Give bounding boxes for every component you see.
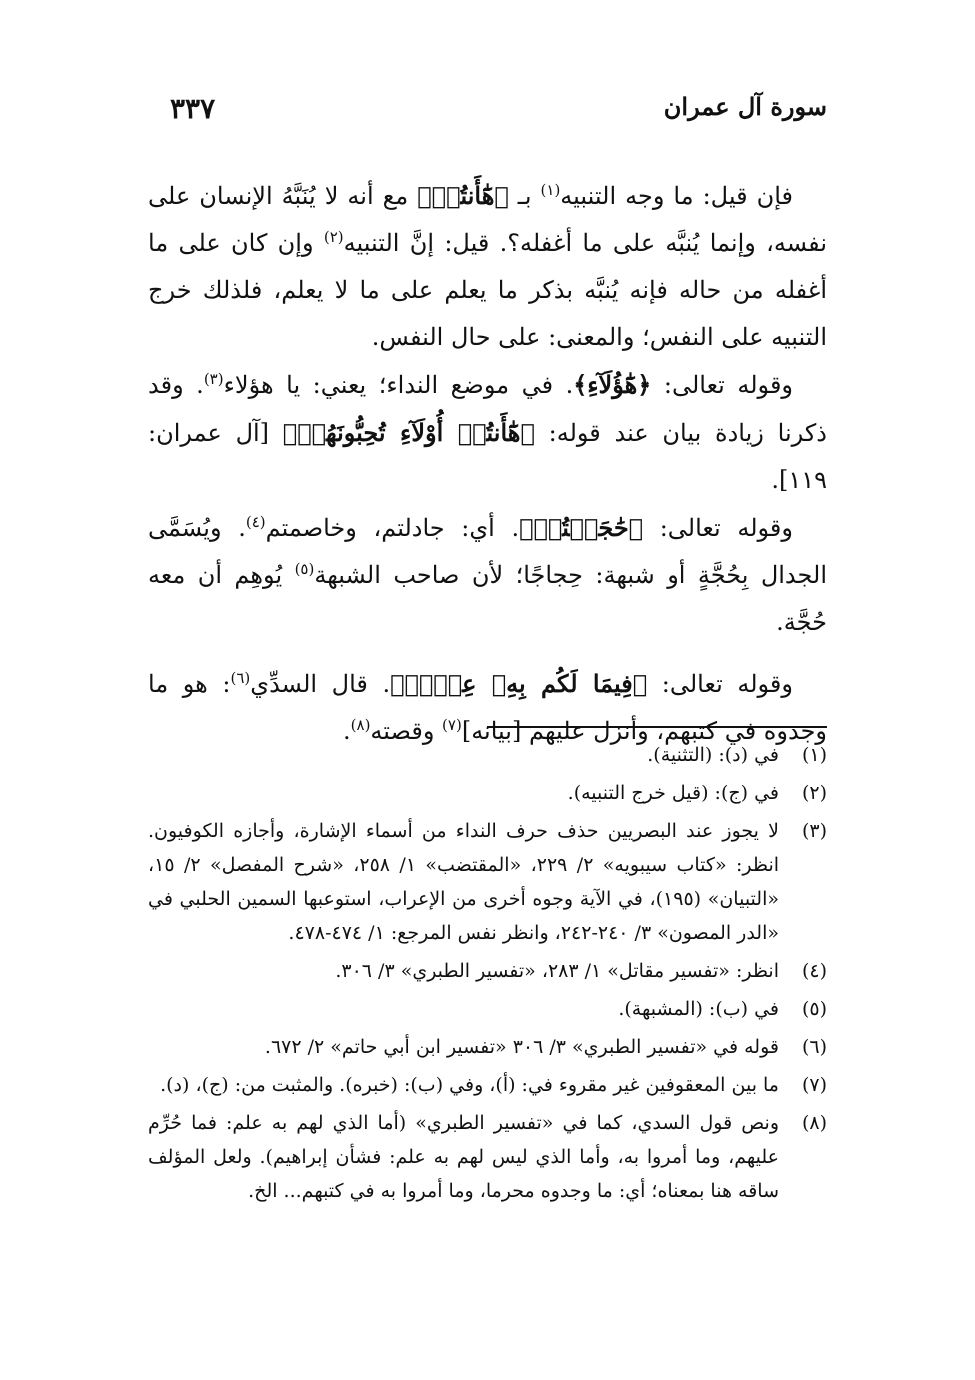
footnote-8 (148, 1106, 827, 1208)
footnote-ref: (٦) (230, 669, 251, 687)
text-run: : هو ما وجدوه في كتبهم، وأنزل عليهم [بيانه] (148, 670, 827, 745)
footnote-number: (٦) (801, 1036, 827, 1058)
footnote-ref: (٤) (245, 513, 266, 531)
footnote-text: في (ب): (المشبهة). (618, 998, 779, 1020)
text-run: مع أنه لا يُنَبَّهُ الإنسان على نفسه، وإنما يُنبَّه على ما أغفله؟. قيل: إنَّ التنبيه (148, 182, 827, 257)
page-header (150, 92, 827, 132)
text-run: وقصته (370, 717, 443, 745)
footnote-text: قوله في «تفسير الطبري» ٣/ ٣٠٦ «تفسير ابن أبي حاتم» ٢/ ٦٧٢. (264, 1036, 779, 1058)
footnote-text: في (د): (التثنية). (647, 744, 779, 766)
footnote-4 (148, 954, 827, 988)
footnote-3 (148, 814, 827, 950)
footnote-number: (٨) (801, 1112, 827, 1134)
footnote-ref: (٢) (323, 228, 344, 246)
footnote-ref: (١) (540, 181, 561, 199)
text-run: . أي: جادلتم، وخاصمتم (265, 514, 520, 542)
text-run: . وقد ذكرنا زيادة بيان عند قوله: (148, 371, 827, 447)
paragraph-1 (148, 172, 827, 361)
text-run: . قال السدِّي (250, 670, 391, 698)
footnote-text: لا يجوز عند البصريين حذف حرف النداء من أسماء الإشارة، وأجازه الكوفيون. انظر: «كتاب سيبويه» ٢/ ٢٢٩، «المقتضب» ١/ ٢٥٨، «شرح المفصل» ٢/ ١٥، «التبيان» (١٩٥)، في الآية وجوه أخرى من الإعراب، استوعبها السمين الحلبي في «الدر المصون» ٣/ ٢٤٠-٢٤٢، وانظر نفس المرجع: ١/ ٤٧٤-٤٧٨. (148, 820, 780, 944)
quran-quote: ﴿هَٰٓؤُلَآءِ﴾ (573, 370, 652, 399)
running-title: سورة آل عمران (663, 92, 827, 121)
text-run: يُوهِم أن معه حُجَّة. (148, 561, 827, 636)
footnote-ref: (٧) (442, 716, 462, 734)
footnote-number: (٧) (801, 1074, 827, 1096)
text-run: . ويُسَمَّى الجدال بِحُجَّةٍ أو شبهة: حِجاجًا؛ لأن صاحب الشبهة (148, 514, 827, 589)
quran-quote: ﴿حَٰجَجۡتُمۡ﴾ (519, 513, 644, 542)
footnote-number: (٥) (801, 998, 827, 1020)
quran-quote: ﴿فِيمَا لَكُم بِهِۦ عِلۡمٞ﴾ (390, 669, 648, 698)
page-number: ٣٣٧ (170, 92, 216, 125)
footnote-ref: (٥) (294, 560, 315, 578)
paragraph-2 (148, 361, 827, 504)
footnote-text: ونص قول السدي، كما في «تفسير الطبري» (أما الذي لهم به علم: فما حُرِّم عليهم، وما أمروا به، وأما الذي ليس لهم به علم: فشأن إبراهيم). ولعل المؤلف ساقه هنا بمعناه؛ أي: ما وجدوه محرما، وما أمروا به في كتبهم... الخ. (148, 1112, 779, 1202)
footnote-number: (٤) (801, 960, 827, 982)
footnote-2 (148, 776, 827, 810)
text-run: [آل عمران: ١١٩]. (148, 419, 827, 494)
footnotes (148, 738, 827, 1212)
text-run: وقوله تعالى: (647, 670, 793, 698)
footnote-7 (148, 1068, 827, 1102)
footnote-ref: (٨) (350, 716, 371, 734)
footnote-1 (148, 738, 827, 772)
text-run: . في موضع النداء؛ يعني: يا هؤلاء (223, 371, 574, 399)
text-run: وقوله تعالى: (651, 371, 794, 399)
footnote-text: انظر: «تفسير مقاتل» ١/ ٢٨٣، «تفسير الطبري» ٣/ ٣٠٦. (335, 960, 779, 982)
footnote-5 (148, 992, 827, 1026)
footnote-6 (148, 1030, 827, 1064)
footnote-divider (487, 726, 827, 728)
quran-quote: ﴿هَٰٓأَنتُمۡ أُوْلَآءِ تُحِبُّونَهُمۡ﴾ (282, 418, 535, 447)
footnote-number: (٢) (801, 782, 827, 804)
footnote-number: (٣) (801, 820, 827, 842)
text-run: بـ (508, 182, 541, 210)
quran-quote: ﴿هَٰٓأَنتُمۡ﴾ (417, 181, 509, 210)
main-text (148, 172, 827, 755)
footnote-number: (١) (801, 744, 827, 766)
text-run: وقوله تعالى: (643, 514, 793, 542)
footnote-text: في (ج): (قيل خرج التنبيه). (567, 782, 779, 804)
footnote-ref: (٣) (203, 370, 224, 388)
text-run: فإن قيل: ما وجه التنبيه (560, 182, 793, 210)
text-run: . (343, 717, 351, 745)
footnote-text: ما بين المعقوفين غير مقروء في: (أ)، وفي (ب): (خبره). والمثبت من: (ج)، (د). (160, 1074, 779, 1096)
paragraph-3 (148, 504, 827, 646)
text-run: وإن كان على ما أغفله من حاله فإنه يُنبَّه بذكر ما يعلم على ما لا يعلم، فلذلك خرج التنبيه على النفس؛ والمعنى: على حال النفس. (148, 229, 828, 351)
